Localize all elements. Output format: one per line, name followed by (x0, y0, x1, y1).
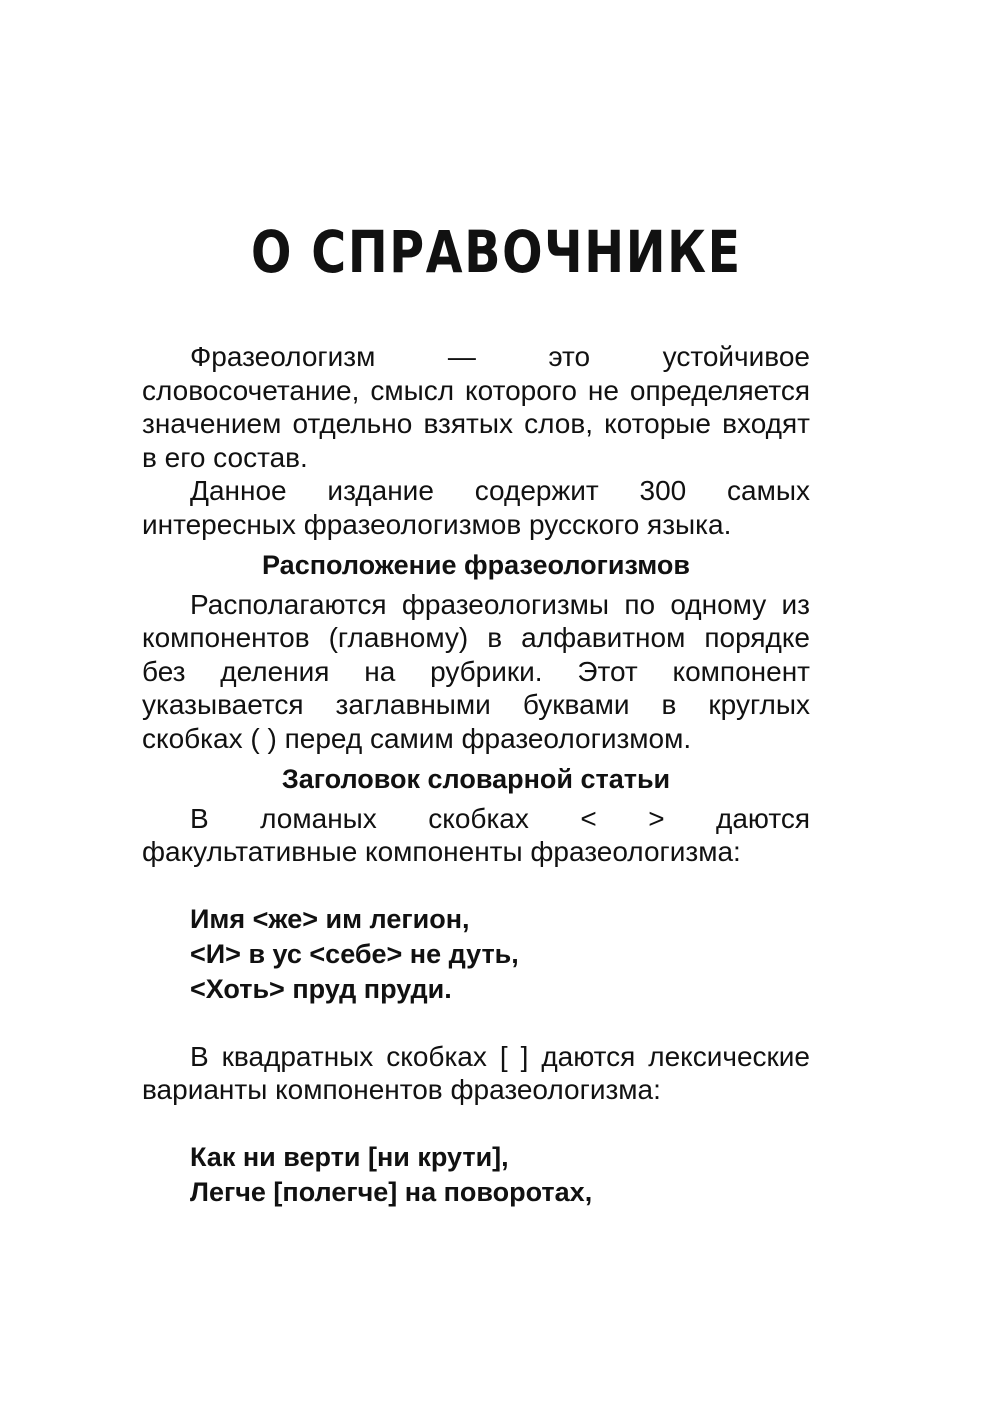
text-column (142, 340, 810, 1243)
example-item: Имя <же> им легион, (190, 903, 470, 934)
arrangement-paragraph: Располагаются фразеологизмы по одному из компонентов (главному) в алфавитном порядке без деления на рубрики. Этот компонент указывается заглавными буквами в круглых скобках ( ) перед самим фразеологизмом. (142, 588, 810, 754)
optional-examples-list (142, 902, 810, 1007)
optional-components-paragraph: В ломаных скобках < > даются факультативные компоненты фразеологизма: (142, 802, 810, 867)
section-heading-arrangement: Расположение фразеологизмов (262, 550, 690, 580)
intro-paragraph-definition: Фразеологизм — это устойчивое словосочетание, смысл которого не определяется значением отдельно взятых слов, которые входят в его состав. (142, 341, 810, 473)
variant-examples-list (142, 1140, 810, 1210)
example-item: <Хоть> пруд пруди. (190, 973, 452, 1004)
intro-paragraph-edition: Данное издание содержит 300 самых интересных фразеологизмов русского языка. (142, 475, 810, 540)
example-item: <И> в ус <себе> не дуть, (190, 938, 519, 969)
section-heading-entry-header: Заголовок словарной статьи (281, 764, 671, 794)
example-item: Легче [полегче] на поворотах, (190, 1176, 593, 1207)
lexical-variants-paragraph: В квадратных скобках [ ] даются лексические варианты компонентов фразеологизма: (142, 1040, 810, 1105)
page-title: О СПРАВОЧНИКЕ (251, 218, 742, 286)
example-item: Как ни верти [ни крути], (190, 1141, 509, 1172)
